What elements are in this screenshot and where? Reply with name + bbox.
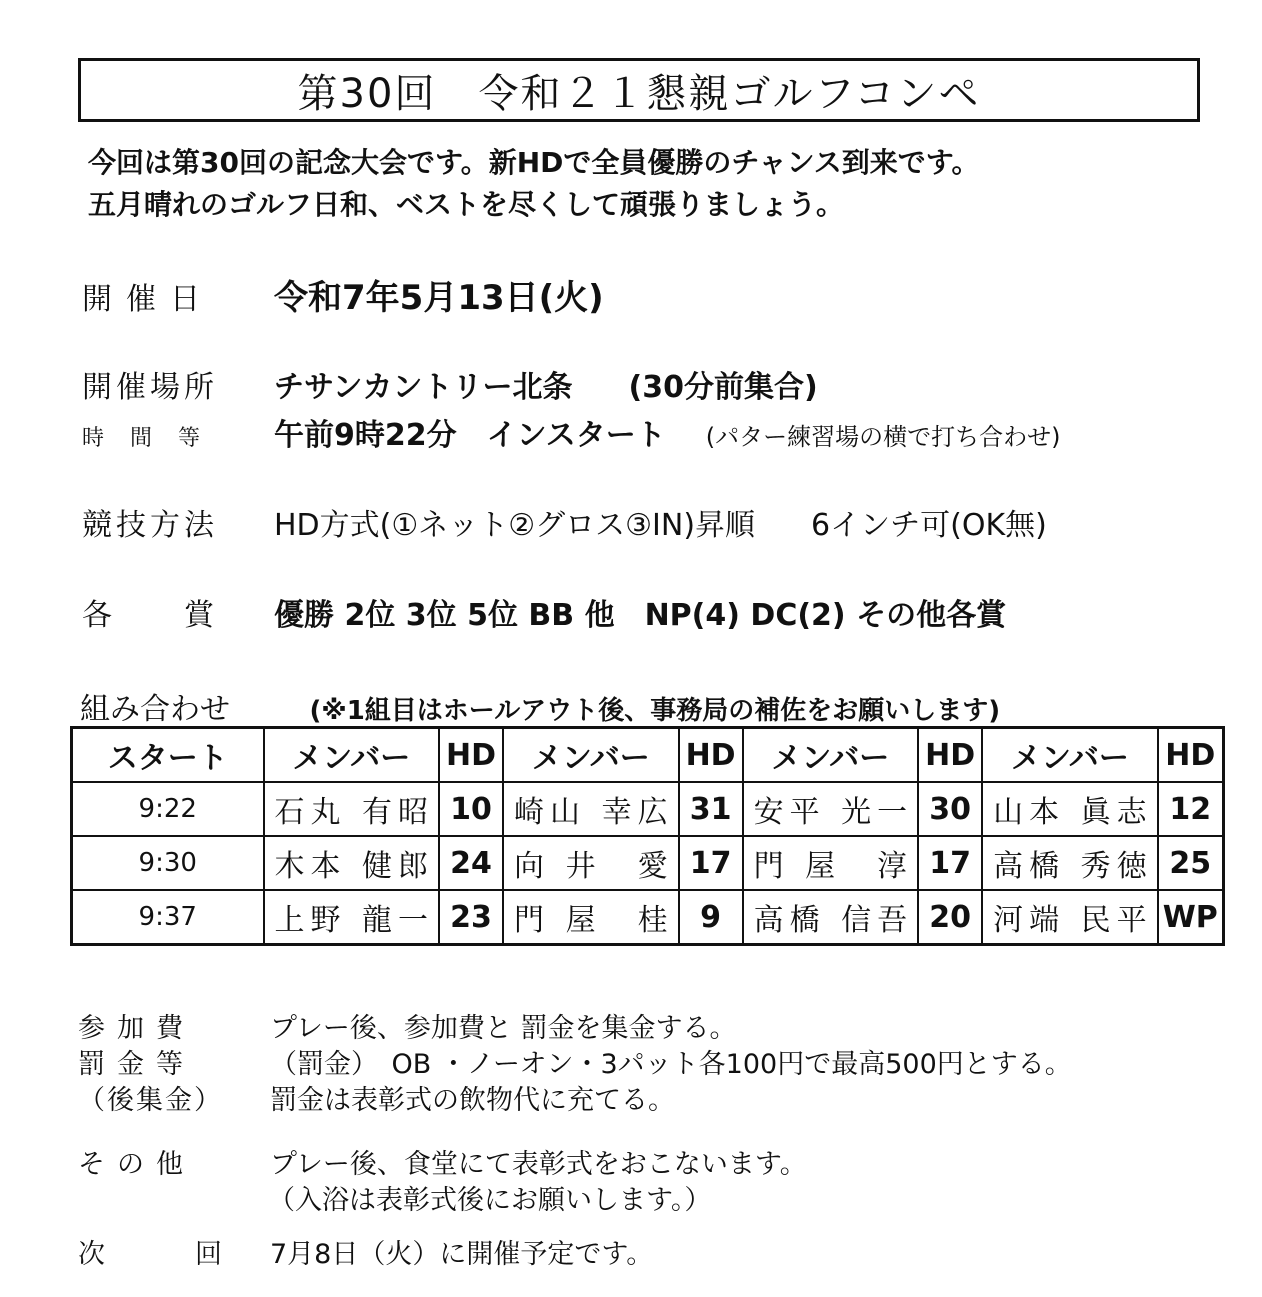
member-name: 門 屋 桂 bbox=[503, 890, 679, 945]
table-row bbox=[72, 836, 1224, 890]
page-title: 第30回 令和２１懇親ゴルフコンペ bbox=[78, 58, 1200, 122]
fee-value: プレー後、参加費と 罰金を集金する。 bbox=[270, 1013, 737, 1044]
member-name: 河端 民平 bbox=[982, 890, 1158, 945]
time-row bbox=[82, 410, 1060, 454]
header-hd: HD bbox=[439, 728, 503, 783]
collection-label: （後集金） bbox=[78, 1085, 223, 1116]
pairings-heading bbox=[80, 684, 1000, 728]
member-name: 崎山 幸広 bbox=[503, 782, 679, 836]
pairings-note: (※1組目はホールアウト後、事務局の補佐をお願いします) bbox=[309, 696, 1001, 726]
member-name: 安平 光一 bbox=[743, 782, 919, 836]
pairings-label: 組み合わせ bbox=[80, 692, 230, 727]
member-name: 石丸 有昭 bbox=[264, 782, 440, 836]
prizes-row bbox=[82, 590, 1006, 634]
member-hd: 20 bbox=[918, 890, 982, 945]
method-value: HD方式(①ネット②グロス③IN)昇順 bbox=[274, 508, 756, 543]
penalty-value: （罰金） OB ・ノーオン・3パット各100円で最高500円とする。 bbox=[270, 1049, 1072, 1080]
next-value: 7月8日（火）に開催予定です。 bbox=[270, 1239, 654, 1270]
header-start: スタート bbox=[72, 728, 264, 783]
member-name: 上野 龍一 bbox=[264, 890, 440, 945]
member-hd: 10 bbox=[439, 782, 503, 836]
member-hd: 30 bbox=[918, 782, 982, 836]
start-time: 9:30 bbox=[72, 836, 264, 890]
table-row bbox=[72, 890, 1224, 945]
start-time: 9:22 bbox=[72, 782, 264, 836]
intro-line: 五月晴れのゴルフ日和、ベストを尽くして頑張りましょう。 bbox=[88, 188, 845, 221]
other-label: その他 bbox=[78, 1149, 195, 1180]
table-header-row bbox=[72, 728, 1224, 783]
member-name: 山本 眞志 bbox=[982, 782, 1158, 836]
member-name: 高橋 秀徳 bbox=[982, 836, 1158, 890]
intro-text bbox=[88, 142, 979, 226]
method-row bbox=[82, 500, 1047, 544]
member-hd: 9 bbox=[679, 890, 743, 945]
prizes-label: 各賞 bbox=[82, 598, 286, 633]
header-member: メンバー bbox=[264, 728, 440, 783]
time-value: 午前9時22分 インスタート bbox=[274, 418, 666, 453]
pairings-table bbox=[70, 726, 1225, 946]
table-row bbox=[72, 782, 1224, 836]
header-hd: HD bbox=[918, 728, 982, 783]
penalty-label: 罰金等 bbox=[78, 1049, 195, 1080]
date-row bbox=[82, 270, 604, 319]
next-label: 次回 bbox=[78, 1239, 312, 1270]
member-name: 木本 健郎 bbox=[264, 836, 440, 890]
member-hd: WP bbox=[1158, 890, 1224, 945]
member-hd: 23 bbox=[439, 890, 503, 945]
header-hd: HD bbox=[1158, 728, 1224, 783]
member-name: 向 井 愛 bbox=[503, 836, 679, 890]
header-hd: HD bbox=[679, 728, 743, 783]
collection-row bbox=[78, 1078, 675, 1117]
member-hd: 17 bbox=[918, 836, 982, 890]
venue-label: 開催場所 bbox=[82, 370, 218, 405]
fee-row bbox=[78, 1006, 737, 1045]
time-note: (パター練習場の横で打ち合わせ) bbox=[705, 423, 1061, 451]
date-label: 開催日 bbox=[82, 282, 214, 317]
other-sub: （入浴は表彰式後にお願いします。） bbox=[268, 1185, 712, 1216]
member-hd: 25 bbox=[1158, 836, 1224, 890]
member-hd: 24 bbox=[439, 836, 503, 890]
member-hd: 12 bbox=[1158, 782, 1224, 836]
header-member: メンバー bbox=[503, 728, 679, 783]
start-time: 9:37 bbox=[72, 890, 264, 945]
prizes-value: 優勝 2位 3位 5位 BB 他 NP(4) DC(2) その他各賞 bbox=[274, 598, 1007, 633]
fee-label: 参加費 bbox=[78, 1013, 195, 1044]
date-value: 令和7年5月13日(火) bbox=[274, 278, 604, 318]
method-label: 競技方法 bbox=[82, 508, 218, 543]
time-label: 時間等 bbox=[82, 426, 227, 451]
intro-line: 今回は第30回の記念大会です。新HDで全員優勝のチャンス到来です。 bbox=[88, 146, 980, 179]
penalty-row bbox=[78, 1042, 1072, 1081]
venue-row bbox=[82, 362, 818, 406]
member-hd: 31 bbox=[679, 782, 743, 836]
collection-value: 罰金は表彰式の飲物代に充てる。 bbox=[270, 1085, 675, 1116]
venue-note: (30分前集合) bbox=[628, 370, 818, 405]
member-name: 門 屋 淳 bbox=[743, 836, 919, 890]
member-hd: 17 bbox=[679, 836, 743, 890]
other-row bbox=[78, 1142, 807, 1181]
next-row bbox=[78, 1232, 653, 1271]
method-note: 6インチ可(OK無) bbox=[811, 508, 1047, 543]
other-value: プレー後、食堂にて表彰式をおこないます。 bbox=[270, 1149, 807, 1180]
header-member: メンバー bbox=[982, 728, 1158, 783]
venue-value: チサンカントリー北条 bbox=[274, 370, 573, 405]
header-member: メンバー bbox=[743, 728, 919, 783]
member-name: 高橋 信吾 bbox=[743, 890, 919, 945]
